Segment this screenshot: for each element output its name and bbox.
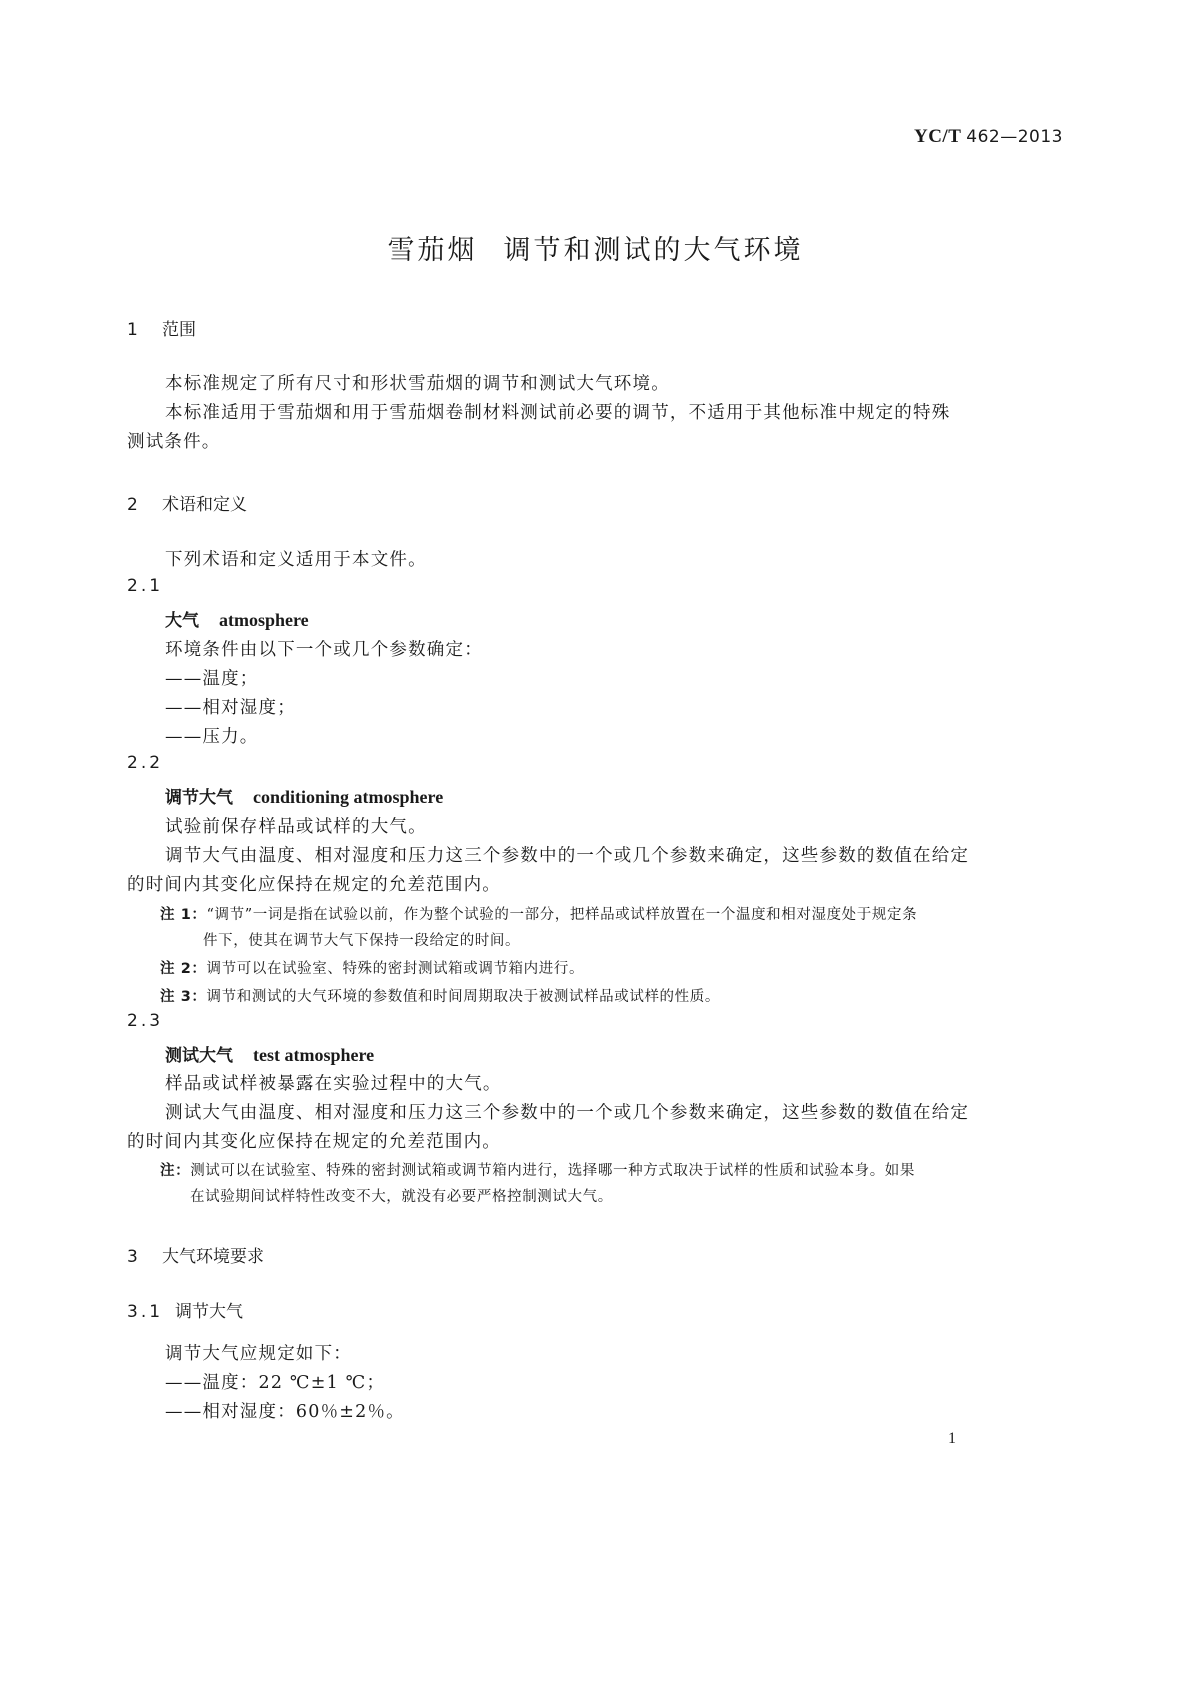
- page-number: 1: [948, 1430, 956, 1447]
- note-label: 注 3：: [160, 989, 207, 1005]
- section-3-heading: [127, 1242, 264, 1267]
- section-title: 范围: [162, 320, 196, 340]
- note-text: 测试可以在试验室、特殊的密封测试箱或调节箱内进行，选择哪一种方式取决于试样的性质和试验本身。如果: [190, 1163, 915, 1179]
- standard-code-number: 462—2013: [966, 127, 1063, 147]
- document-title: [0, 228, 1191, 267]
- section-number: 2: [127, 495, 138, 515]
- clause-number: 2.1: [127, 576, 164, 596]
- definition: 试验前保存样品或试样的大气。: [165, 817, 427, 837]
- paragraph: 调节大气应规定如下：: [165, 1344, 352, 1364]
- subsection-number: 3.1: [127, 1302, 164, 1322]
- paragraph: 下列术语和定义适用于本文件。: [165, 550, 427, 570]
- term-english: test atmosphere: [253, 1045, 375, 1065]
- clause-number: 2.3: [127, 1011, 164, 1031]
- term-english: atmosphere: [219, 610, 309, 630]
- clause-number: 2.2: [127, 753, 164, 773]
- note-text: “调节”一词是指在试验以前，作为整个试验的一部分，把样品或试样放置在一个温度和相对湿度处于规定条: [206, 907, 918, 923]
- paragraph-continuation: 的时间内其变化应保持在规定的允差范围内。: [127, 875, 501, 895]
- term-chinese: 大气: [165, 611, 199, 631]
- list-item: ——相对湿度：60％±2％。: [165, 1402, 405, 1422]
- note-label: 注：: [160, 1163, 191, 1179]
- term-chinese: 测试大气: [165, 1046, 233, 1066]
- paragraph: 本标准适用于雪茄烟和用于雪茄烟卷制材料测试前必要的调节，不适用于其他标准中规定的特殊: [165, 403, 951, 423]
- note: [160, 1159, 915, 1180]
- title-part-1: 雪茄烟: [387, 235, 478, 266]
- note-label: 注 1：: [160, 907, 207, 923]
- section-title: 大气环境要求: [162, 1247, 264, 1267]
- section-2-heading: [127, 490, 247, 515]
- note-2: [160, 957, 584, 978]
- title-part-2: 调节和测试的大气环境: [503, 235, 804, 266]
- section-number: 3: [127, 1247, 138, 1267]
- note-1-continuation: 件下，使其在调节大气下保持一段给定的时间。: [203, 933, 521, 949]
- list-item: ——温度；: [165, 669, 259, 689]
- section-1-heading: [127, 315, 196, 340]
- paragraph: 测试大气由温度、相对湿度和压力这三个参数中的一个或几个参数来确定，这些参数的数值在给定: [165, 1103, 970, 1123]
- subsection-3-1-heading: [127, 1297, 243, 1322]
- paragraph-continuation: 测试条件。: [127, 432, 221, 452]
- note-text: 调节可以在试验室、特殊的密封测试箱或调节箱内进行。: [206, 961, 585, 977]
- section-title: 术语和定义: [162, 495, 247, 515]
- subsection-title: 调节大气: [175, 1302, 243, 1322]
- paragraph: 调节大气由温度、相对湿度和压力这三个参数中的一个或几个参数来确定，这些参数的数值在给定: [165, 846, 970, 866]
- note-3: [160, 985, 720, 1006]
- note-label: 注 2：: [160, 961, 207, 977]
- definition: 环境条件由以下一个或几个参数确定：: [165, 640, 483, 660]
- definition: 样品或试样被暴露在实验过程中的大气。: [165, 1074, 502, 1094]
- note-text: 调节和测试的大气环境的参数值和时间周期取决于被测试样品或试样的性质。: [206, 989, 720, 1005]
- section-number: 1: [127, 320, 138, 340]
- note-1: [160, 903, 917, 924]
- list-item: ——相对湿度；: [165, 698, 296, 718]
- paragraph: 本标准规定了所有尺寸和形状雪茄烟的调节和测试大气环境。: [165, 374, 670, 394]
- term-entry: [165, 606, 309, 631]
- term-entry: [165, 1041, 374, 1066]
- term-chinese: 调节大气: [165, 788, 233, 808]
- paragraph-continuation: 的时间内其变化应保持在规定的允差范围内。: [127, 1132, 501, 1152]
- standard-code-prefix: YC/T: [913, 126, 962, 147]
- term-english: conditioning atmosphere: [253, 787, 444, 807]
- term-entry: [165, 783, 443, 808]
- note-continuation: 在试验期间试样特性改变不大，就没有必要严格控制测试大气。: [190, 1189, 613, 1205]
- standard-code: [914, 126, 1063, 148]
- list-item: ——压力。: [165, 727, 259, 747]
- list-item: ——温度：22 ℃±1 ℃；: [165, 1373, 386, 1393]
